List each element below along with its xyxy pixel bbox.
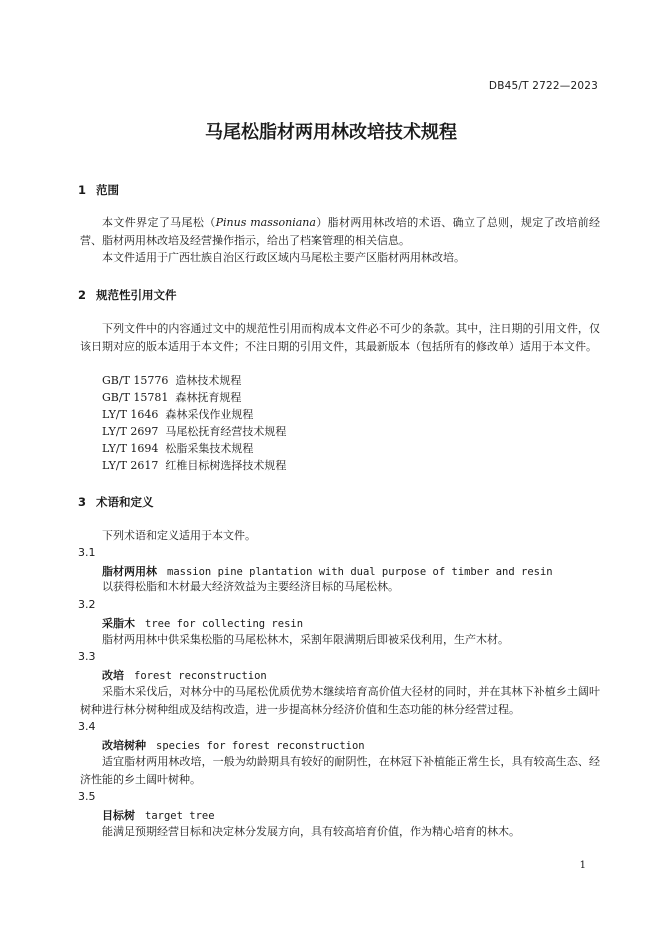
text-run: ）脂材两用林改培的术语、确立了总则，规定了改培前经营、脂材两用林改培及经营操作指示，给出了档案管理的相关信息。	[80, 216, 601, 247]
reference-item: LY/T 2617 红椎目标树选择技术规程	[102, 459, 287, 472]
standard-code: DB45/T 2722—2023	[488, 80, 598, 92]
term-zh: 改培	[102, 669, 124, 682]
term-definition: 以获得松脂和木材最大经济效益为主要经济目标的马尾松林。	[102, 580, 399, 593]
term-heading	[102, 563, 553, 579]
term-en: forest reconstruction	[134, 670, 267, 682]
reference-item: GB/T 15776 造林技术规程	[102, 374, 242, 387]
term-definition: 脂材两用林中供采集松脂的马尾松林木，采割年限满期后即被采伐利用，生产木材。	[102, 633, 509, 646]
section-heading-terms	[78, 494, 154, 510]
term-en: species for forest reconstruction	[156, 740, 365, 752]
reference-item: GB/T 15781 森林抚育规程	[102, 391, 242, 404]
term-number: 3.4	[78, 720, 96, 733]
reference-item: LY/T 1646 森林采伐作业规程	[102, 408, 254, 421]
term-en: massion pine plantation with dual purpose of timber and resin	[167, 566, 553, 578]
term-number: 3.1	[78, 546, 96, 559]
term-heading	[102, 807, 215, 823]
term-zh: 目标树	[102, 809, 135, 822]
term-definition: 适宜脂材两用林改培，一般为幼龄期具有较好的耐阴性，在林冠下补植能正常生长，具有较高生态、经济性能的乡土阔叶树种。	[80, 755, 600, 786]
term-number: 3.2	[78, 598, 96, 611]
page-number: 1	[579, 860, 586, 871]
terms-intro: 下列术语和定义适用于本文件。	[102, 529, 256, 542]
term-zh: 脂材两用林	[102, 565, 157, 578]
section-number: 2	[78, 288, 87, 302]
section-title: 范围	[96, 183, 119, 197]
scope-paragraph-1	[80, 214, 600, 249]
term-definition: 采脂木采伐后，对林分中的马尾松优质优势木继续培育高价值大径材的同时，并在其林下补植乡土阔叶树种进行林分树种组成及结构改造，进一步提高林分经济价值和生态功能的林分经营过程。	[80, 685, 600, 716]
scope-paragraph-2: 本文件适用于广西壮族自治区行政区域内马尾松主要产区脂材两用林改培。	[102, 251, 465, 264]
term-number: 3.5	[78, 790, 96, 803]
term-heading	[102, 737, 365, 753]
term-zh: 采脂木	[102, 617, 135, 630]
document-title: 马尾松脂材两用林改培技术规程	[205, 122, 457, 143]
section-title: 术语和定义	[96, 495, 154, 509]
section-number: 1	[78, 183, 87, 197]
section-number: 3	[78, 495, 87, 509]
term-heading	[102, 667, 267, 683]
reference-item: LY/T 2697 马尾松抚育经营技术规程	[102, 425, 287, 438]
term-en: target tree	[145, 810, 215, 822]
section-heading-scope	[78, 182, 119, 198]
term-number: 3.3	[78, 650, 96, 663]
term-zh: 改培树种	[102, 739, 146, 752]
text-run: 本文件界定了马尾松（	[102, 216, 216, 229]
term-definition: 能满足预期经营目标和决定林分发展方向，具有较高培育价值，作为精心培育的林木。	[102, 825, 520, 838]
term-en: tree for collecting resin	[145, 618, 304, 630]
references-intro: 下列文件中的内容通过文中的规范性引用而构成本文件必不可少的条款。其中，注日期的引用文件，仅该日期对应的版本适用于本文件；不注日期的引用文件，其最新版本（包括所有的修改单）适用于本文件。	[80, 322, 600, 353]
section-title: 规范性引用文件	[96, 288, 177, 302]
term-heading	[102, 615, 303, 631]
section-heading-normative-references	[78, 287, 177, 303]
reference-item: LY/T 1694 松脂采集技术规程	[102, 442, 254, 455]
latin-name: Pinus massoniana	[215, 216, 316, 229]
